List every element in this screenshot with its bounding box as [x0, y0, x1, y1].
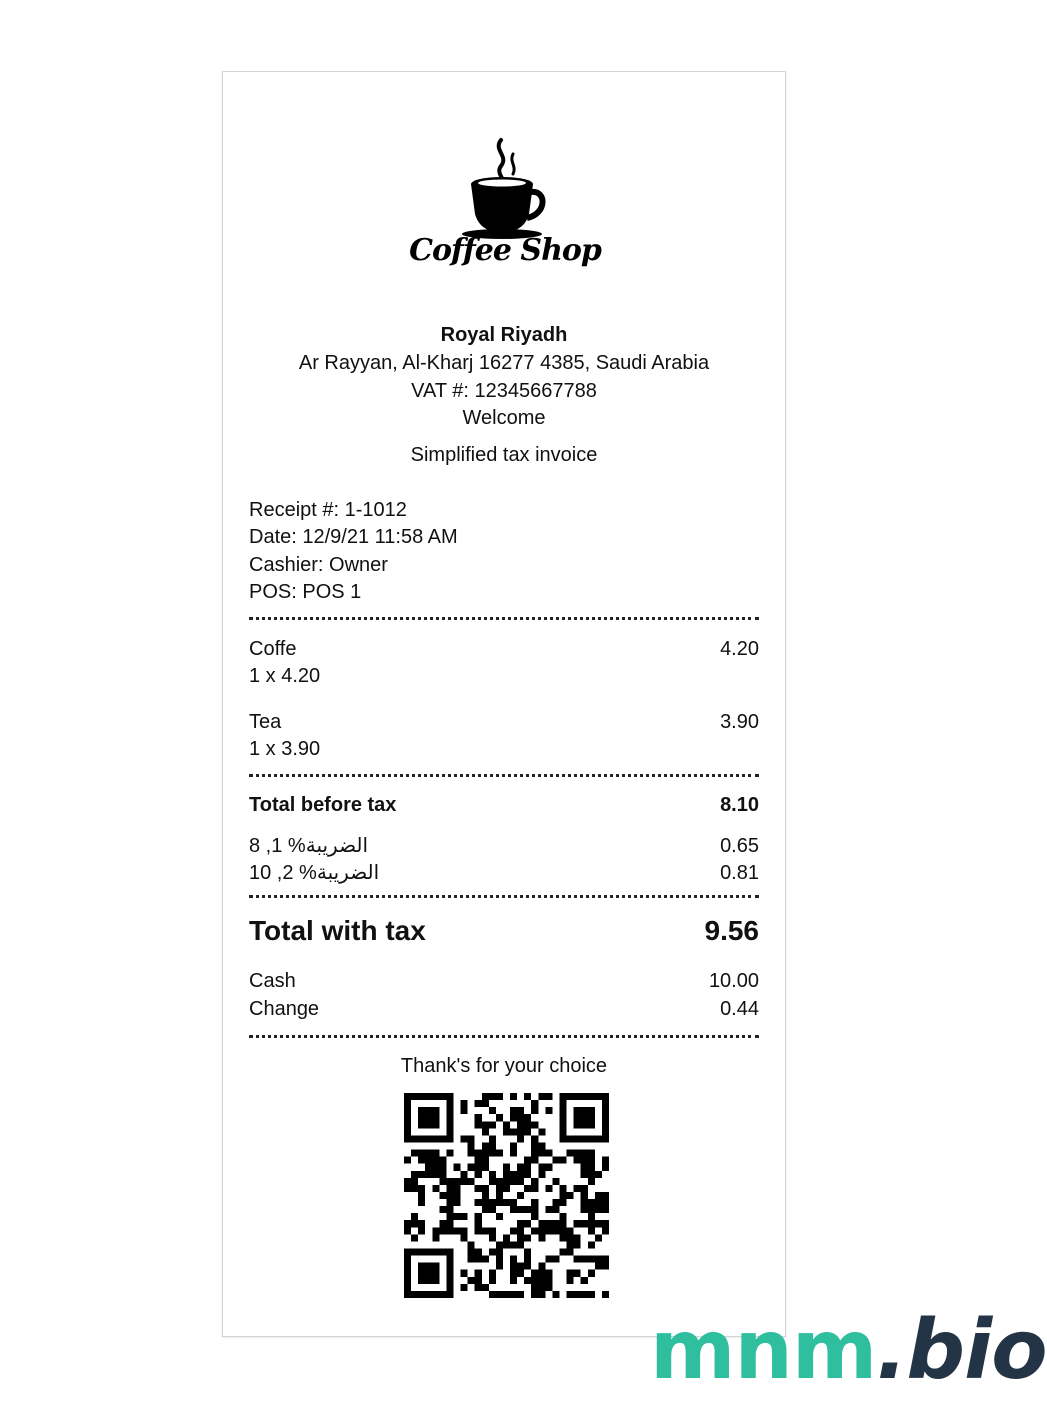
greeting: Welcome [462, 407, 546, 429]
thanks-message: Thank's for your choice [400, 1055, 608, 1077]
store-name: Royal Riyadh [440, 324, 568, 346]
item-amount: 4.20 [720, 638, 759, 660]
divider [249, 774, 759, 777]
tax-label: الضريبة% 2, 10 [249, 862, 380, 884]
store-address: Ar Rayyan, Al-Kharj 16277 4385, Saudi Arabia [298, 352, 710, 374]
cashier: Cashier: Owner [249, 554, 388, 576]
invoice-type: Simplified tax invoice [410, 444, 598, 466]
change-label: Change [249, 998, 320, 1020]
divider [249, 617, 759, 620]
total-with-tax-label: Total with tax [249, 915, 426, 946]
divider [249, 895, 759, 898]
pos: POS: POS 1 [249, 581, 362, 603]
cash-label: Cash [249, 970, 296, 992]
receipt-date: Date: 12/9/21 11:58 AM [249, 526, 458, 548]
total-with-tax-value: 9.56 [704, 915, 759, 946]
svg-text:Coffee Shop: Coffee Shop [409, 233, 601, 268]
tax-value: 0.81 [720, 862, 759, 884]
watermark-part-2: .bio [876, 1303, 1047, 1398]
item-qty: 1 x 4.20 [249, 665, 321, 687]
total-before-tax-value: 8.10 [720, 794, 759, 816]
vat-number: VAT #: 12345667788 [411, 380, 597, 402]
tax-label: الضريبة% 1, 8 [249, 835, 369, 857]
watermark-part-1: mnm [650, 1303, 877, 1398]
change-value: 0.44 [720, 998, 759, 1020]
cash-value: 10.00 [708, 970, 759, 992]
qr-code-icon [404, 1093, 609, 1298]
total-before-tax-label: Total before tax [249, 794, 397, 816]
tax-value: 0.65 [720, 835, 759, 857]
divider [249, 1035, 759, 1038]
receipt [222, 71, 786, 1337]
watermark-logo [650, 1303, 1047, 1398]
item-amount: 3.90 [720, 711, 759, 733]
coffee-cup-icon [409, 134, 601, 268]
receipt-number: Receipt #: 1-1012 [249, 499, 407, 521]
item-name: Tea [249, 711, 282, 733]
item-qty: 1 x 3.90 [249, 738, 321, 760]
item-name: Coffe [249, 638, 297, 660]
